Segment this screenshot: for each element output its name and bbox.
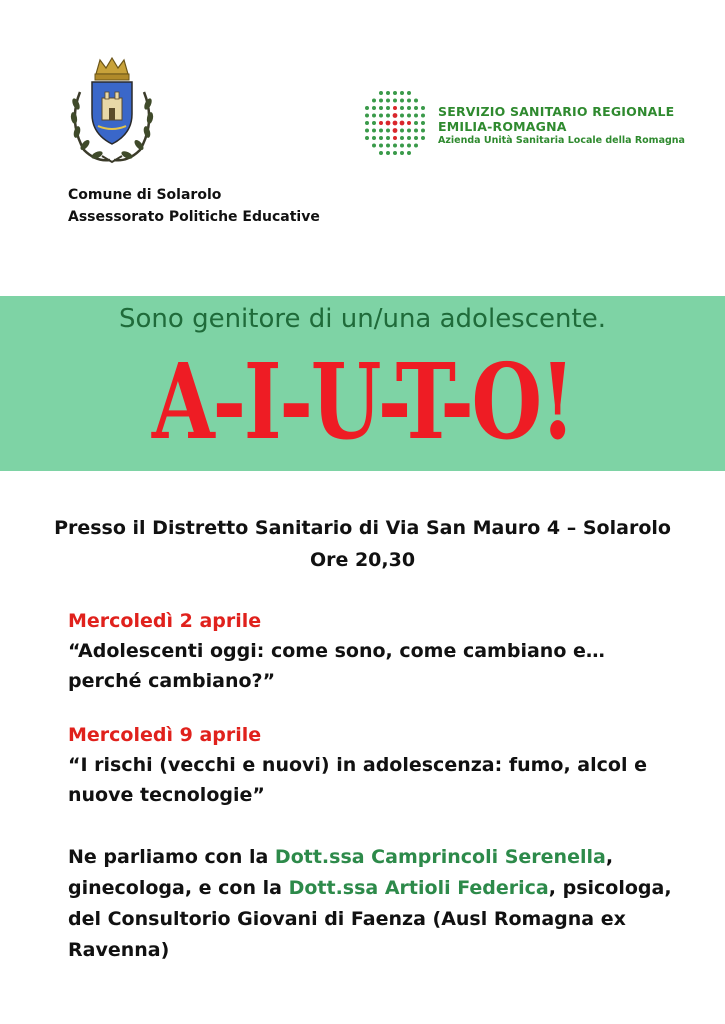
venue-address: Presso il Distretto Sanitario di Via San Mauro 4 – Solarolo: [54, 517, 671, 539]
banner-shout: A-I-U-T-O!: [151, 340, 574, 463]
ssr-logo-line2: EMILIA-ROMAGNA: [438, 119, 567, 134]
ssr-dot-grid-icon: [362, 88, 428, 158]
speakers-paragraph: [68, 842, 678, 966]
venue-block: [0, 512, 725, 576]
speaker-name-2: Dott.ssa Artioli Federica: [288, 877, 549, 899]
ssr-logo-line1: SERVIZIO SANITARIO REGIONALE: [438, 104, 675, 119]
headline-banner: [0, 296, 725, 471]
coat-of-arms-icon: [62, 52, 162, 167]
event-date: Mercoledì 2 aprile: [68, 610, 262, 632]
event-item: [68, 606, 678, 696]
ssr-logo-line3: Azienda Unità Sanitaria Locale della Romagna: [438, 135, 685, 146]
organization-block: [68, 184, 320, 228]
closing-text-1: Ne parliamo con la: [68, 846, 275, 868]
ssr-logo: [362, 84, 685, 164]
municipality-name: Comune di Solarolo: [68, 187, 222, 203]
event-title: “Adolescenti oggi: come sono, come cambiano e… perché cambiano?”: [68, 640, 605, 692]
speaker-name-1: Dott.ssa Camprincoli Serenella: [274, 846, 606, 868]
closing-text-3: , psicologa, del Consultorio Giovani di Faenza (Ausl Romagna ex Ravenna): [68, 877, 672, 961]
event-item: [68, 720, 678, 810]
events-list: [68, 606, 678, 834]
event-title: “I rischi (vecchi e nuovi) in adolescenza: fumo, alcol e nuove tecnologie”: [68, 754, 647, 806]
venue-time: Ore 20,30: [309, 549, 416, 571]
closing-text-2: , ginecologa, e con la: [68, 846, 614, 899]
banner-subtitle: Sono genitore di un/una adolescente.: [119, 304, 606, 334]
department-name: Assessorato Politiche Educative: [68, 209, 320, 225]
ssr-logo-text: [438, 104, 685, 148]
event-date: Mercoledì 9 aprile: [68, 724, 262, 746]
